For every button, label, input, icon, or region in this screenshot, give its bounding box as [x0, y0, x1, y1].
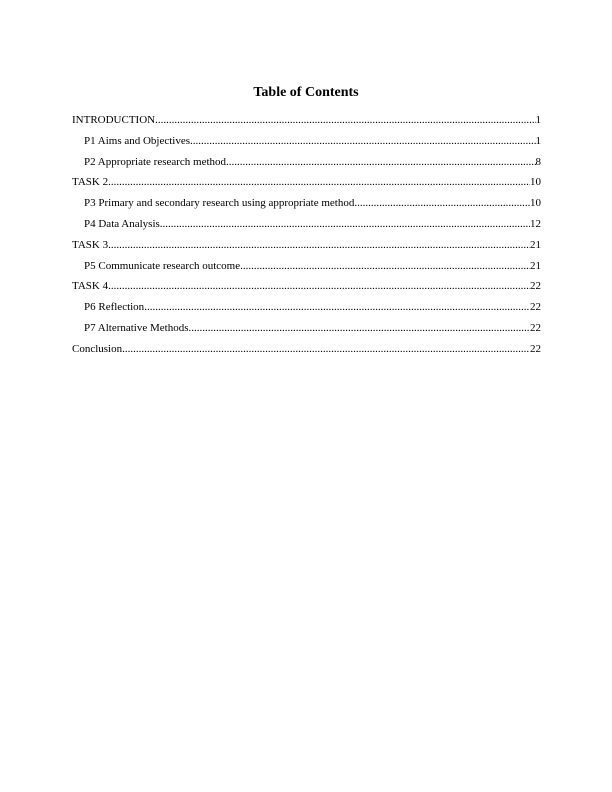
toc-entry-label: P6 Reflection — [84, 301, 145, 314]
dot-leader — [122, 342, 530, 356]
dot-leader — [190, 134, 535, 148]
toc-entry-introduction[interactable] — [72, 113, 541, 134]
toc-entry-p2-research-method[interactable] — [72, 155, 541, 176]
dot-leader — [108, 175, 530, 189]
toc-entry-label: P2 Appropriate research method — [84, 155, 227, 168]
toc-page-number: 22 — [530, 280, 541, 293]
toc-entry-label: TASK 4 — [72, 280, 109, 293]
toc-entry-label: TASK 2 — [72, 176, 109, 189]
dot-leader — [226, 155, 535, 169]
dot-leader — [108, 279, 530, 293]
dot-leader — [160, 217, 530, 231]
toc-page-number: 1 — [535, 114, 541, 126]
toc-page-number: 1 — [535, 134, 541, 147]
toc-entry-p1-aims-objectives[interactable] — [72, 134, 541, 155]
toc-entry-task-4[interactable] — [72, 279, 541, 300]
toc-page-number: 21 — [530, 238, 541, 251]
toc-entry-p4-data-analysis[interactable] — [72, 217, 541, 238]
toc-page-number: 21 — [530, 259, 541, 272]
toc-entry-task-3[interactable] — [72, 238, 541, 259]
toc-title: Table of Contents — [253, 85, 359, 100]
toc-page-number: 10 — [530, 197, 541, 210]
toc-page-number: 12 — [530, 217, 541, 230]
toc-page-number: 8 — [535, 155, 541, 168]
dot-leader — [108, 238, 530, 252]
dot-leader — [189, 321, 531, 335]
toc-page-number: 22 — [530, 301, 541, 314]
table-of-contents — [72, 113, 541, 363]
toc-entry-label: INTRODUCTION — [72, 114, 156, 126]
toc-page-number: 22 — [530, 321, 541, 334]
toc-entry-label: TASK 3 — [72, 238, 109, 251]
dot-leader — [354, 196, 530, 210]
toc-entry-p6-reflection[interactable] — [72, 300, 541, 321]
toc-entry-label: P1 Aims and Objectives — [84, 134, 191, 147]
toc-entry-label: P3 Primary and secondary research using appropriate method — [84, 197, 355, 210]
toc-page-number: 10 — [530, 176, 541, 189]
toc-entry-p5-communicate-outcome[interactable] — [72, 259, 541, 280]
toc-entry-conclusion[interactable] — [72, 342, 541, 363]
toc-entry-p3-primary-secondary-research[interactable] — [72, 196, 541, 217]
toc-entry-label: Conclusion — [72, 342, 123, 355]
dot-leader — [155, 113, 535, 127]
dot-leader — [144, 300, 530, 314]
dot-leader — [240, 259, 530, 273]
toc-entry-label: P7 Alternative Methods — [84, 321, 189, 334]
toc-entry-task-2[interactable] — [72, 175, 541, 196]
toc-page-number: 22 — [530, 342, 541, 355]
toc-entry-label: P5 Communicate research outcome — [84, 259, 241, 272]
toc-entry-p7-alternative-methods[interactable] — [72, 321, 541, 342]
toc-entry-label: P4 Data Analysis — [84, 217, 160, 230]
